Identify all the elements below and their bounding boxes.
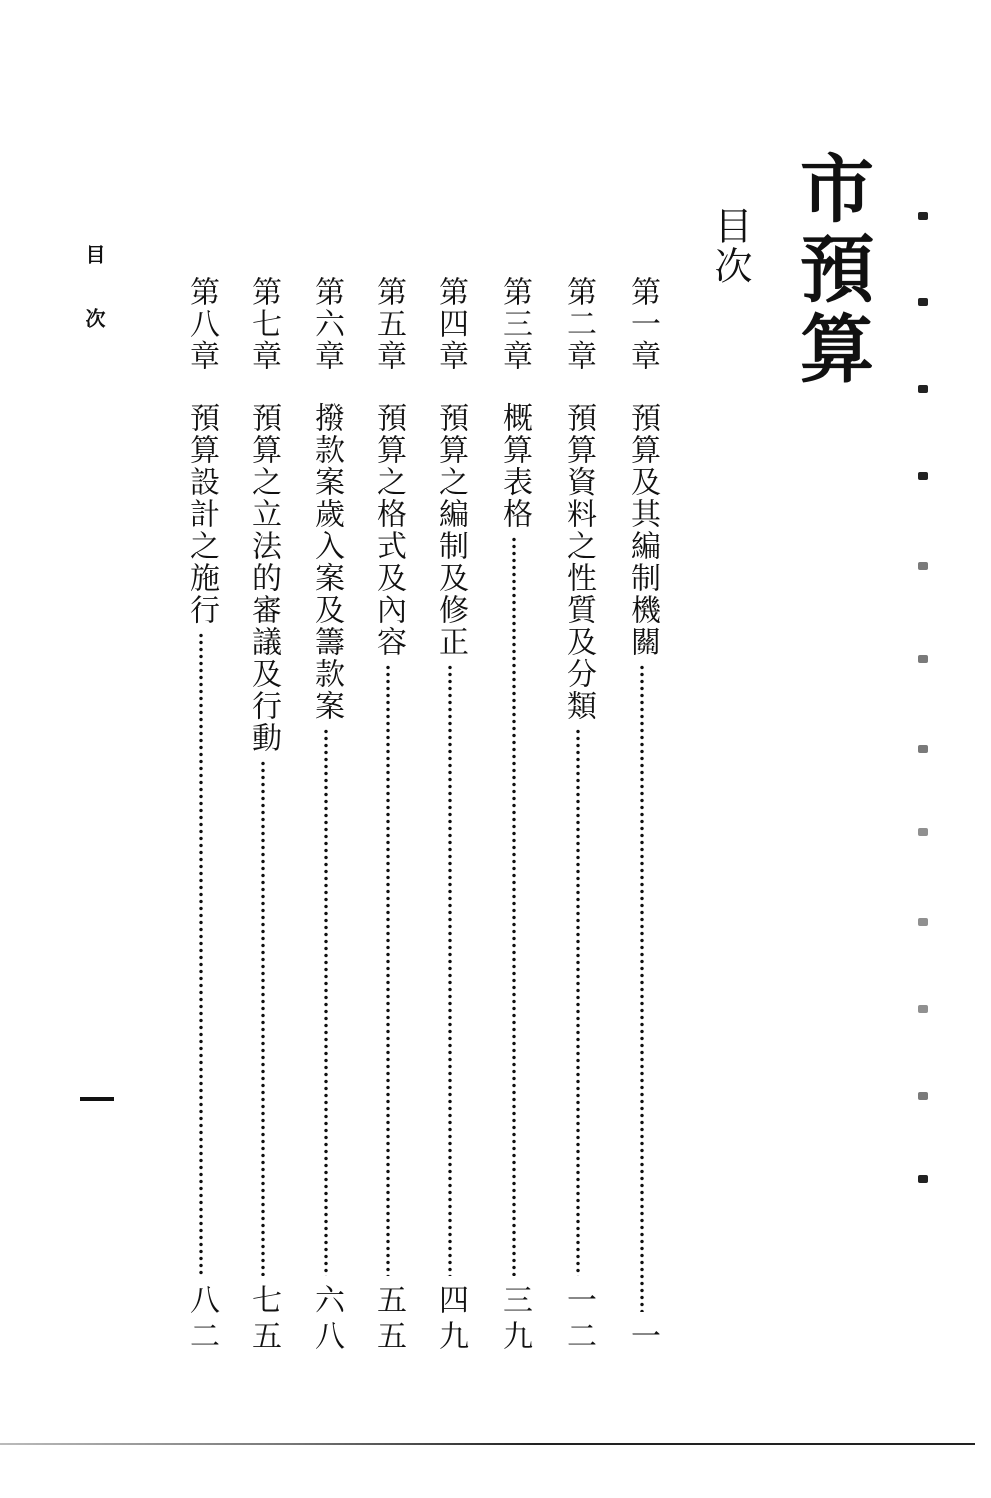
chapter-number: 第七章 [246,276,281,372]
dot-leader [261,760,265,1276]
dot-leader [576,728,580,1276]
dot-leader [386,664,390,1276]
toc-entry-2[interactable] [558,276,598,1356]
running-header: 目次 [82,244,106,372]
chapter-page-number: 六八 [309,1284,344,1356]
dot-leader [512,536,516,1276]
toc-entry-6[interactable] [306,276,346,1356]
chapter-title: 預算及其編制機關 [625,402,660,658]
chapter-page-number: 八二 [184,1284,219,1356]
bottom-rule [0,1443,975,1445]
chapter-number: 第五章 [371,276,406,372]
chapter-number: 第四章 [433,276,468,372]
chapter-page-number: 一 [625,1320,660,1356]
chapter-title: 預算設計之施行 [184,402,219,626]
chapter-page-number: 五五 [371,1284,406,1356]
toc-entry-4[interactable] [430,276,470,1356]
toc-heading: 目次 [708,206,752,286]
dot-leader [199,632,203,1276]
chapter-title: 預算之格式及內容 [371,402,406,658]
chapter-title: 預算資料之性質及分類 [561,402,596,722]
dot-leader [324,728,328,1276]
dot-leader [640,664,644,1312]
dot-leader [448,664,452,1276]
chapter-page-number: 三九 [497,1284,532,1356]
toc-entry-7[interactable] [243,276,283,1356]
toc-entry-3[interactable] [494,276,534,1356]
chapter-title: 預算之編制及修正 [433,402,468,658]
page-number [80,1097,114,1101]
chapter-page-number: 一二 [561,1284,596,1356]
toc-entry-8[interactable] [181,276,221,1356]
toc-entry-5[interactable] [368,276,408,1356]
book-title: 市預算 [788,150,874,390]
chapter-title: 撥款案歲入案及籌款案 [309,402,344,722]
chapter-page-number: 七五 [246,1284,281,1356]
binding-edge-marks [918,200,948,1200]
chapter-number: 第八章 [184,276,219,372]
page-number-text [80,1097,81,1098]
toc-entry-1[interactable] [622,276,662,1356]
chapter-number: 第六章 [309,276,344,372]
chapter-number: 第三章 [497,276,532,372]
chapter-title: 概算表格 [497,402,532,530]
chapter-number: 第二章 [561,276,596,372]
chapter-page-number: 四九 [433,1284,468,1356]
chapter-title: 預算之立法的審議及行動 [246,402,281,754]
chapter-number: 第一章 [625,276,660,372]
